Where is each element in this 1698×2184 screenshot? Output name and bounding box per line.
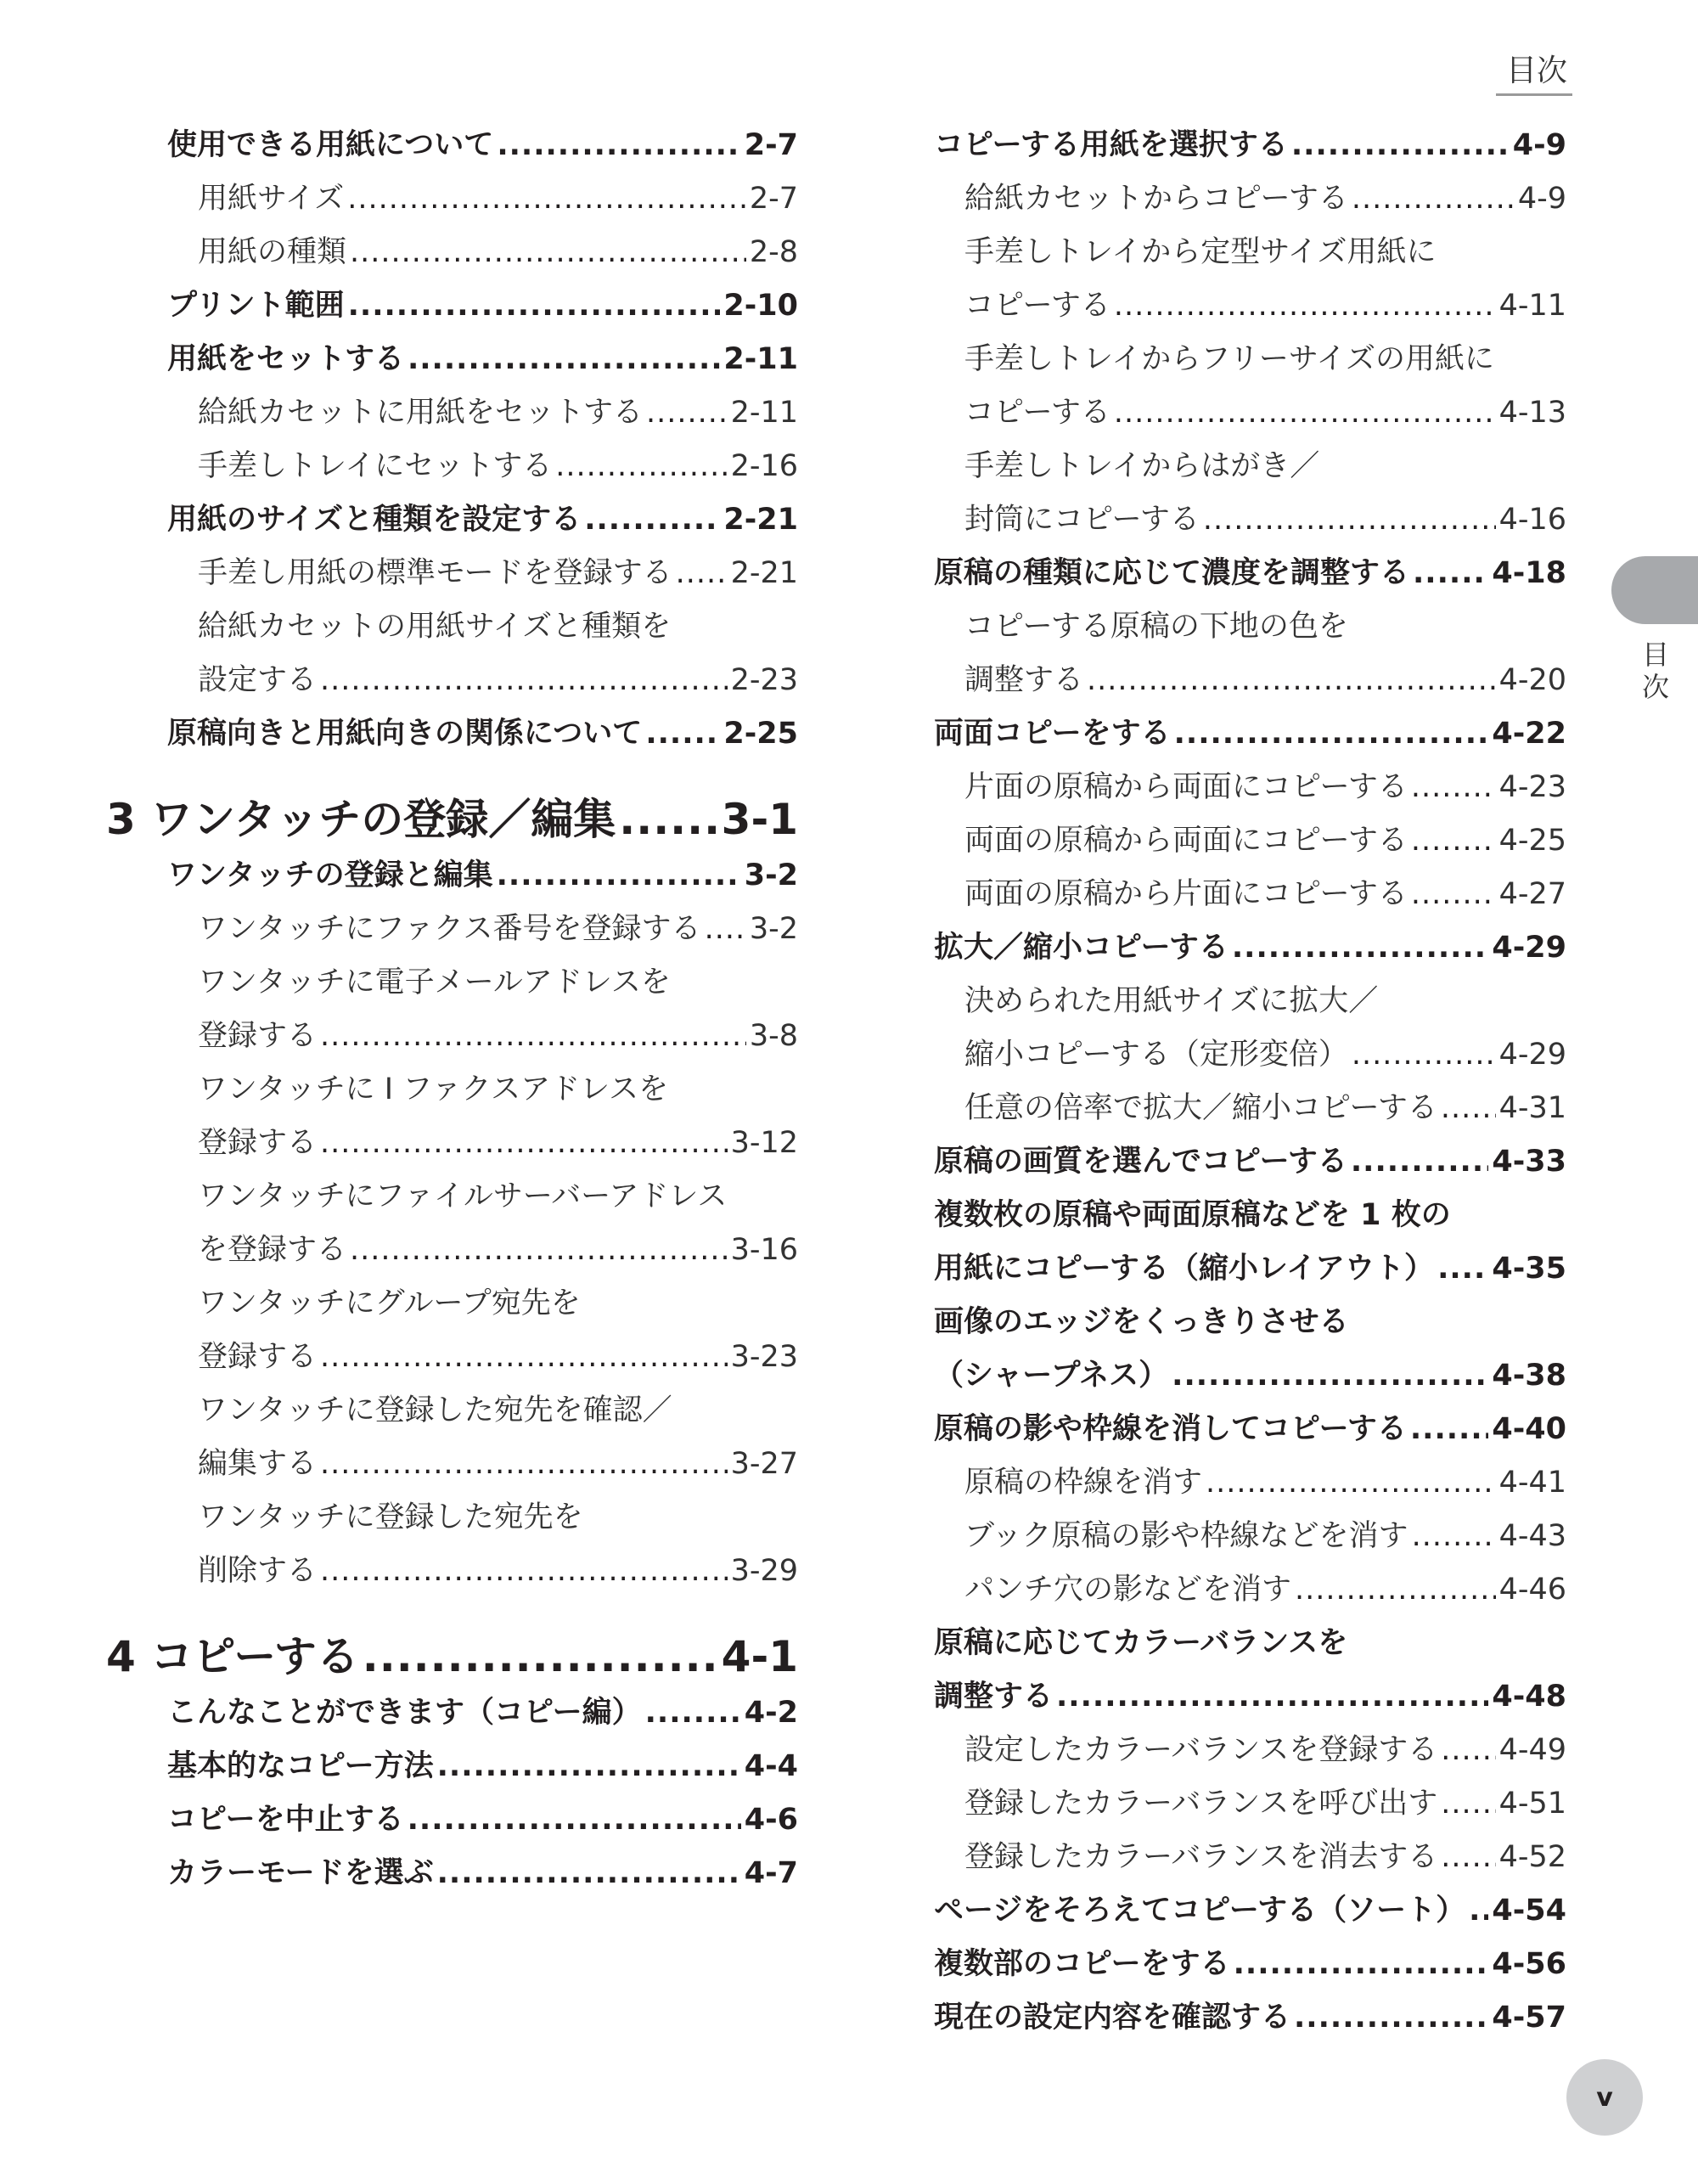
toc-entry[interactable]	[106, 1010, 798, 1063]
toc-leader-dots	[645, 1686, 741, 1740]
toc-entry-title: コピーする	[964, 396, 1110, 430]
toc-entry-title: ページをそろえてコピーする（ソート）	[934, 1894, 1466, 1928]
toc-entry[interactable]	[934, 600, 1566, 654]
toc-entry-title: 決められた用紙サイズに拡大／	[964, 984, 1379, 1018]
toc-leader-dots	[1056, 1670, 1488, 1724]
toc-entry-title: 複数部のコピーをする	[934, 1947, 1230, 1981]
toc-entry-title: ワンタッチにファクス番号を登録する	[198, 912, 701, 946]
toc-entry-page: 4-6	[744, 1803, 798, 1837]
toc-leader-dots	[1411, 761, 1496, 814]
toc-entry-page: 4-25	[1498, 824, 1566, 858]
toc-leader-dots	[1441, 1831, 1495, 1884]
toc-entry-page: 4-20	[1498, 663, 1566, 697]
toc-entry-title: 用紙にコピーする（縮小レイアウト）	[934, 1252, 1435, 1286]
toc-entry[interactable]	[106, 1063, 798, 1117]
toc-entry-page: 4-22	[1492, 717, 1566, 751]
toc-entry[interactable]	[934, 1670, 1566, 1724]
toc-entry-page: 4-9	[1512, 128, 1566, 162]
toc-entry-page: 3-27	[730, 1447, 798, 1481]
toc-leader-dots	[1411, 868, 1496, 921]
toc-entry-title: （シャープネス）	[934, 1359, 1169, 1393]
toc-entry[interactable]	[934, 547, 1566, 600]
toc-entry-title: 原稿の影や枠線を消してコピーする	[934, 1412, 1407, 1446]
header-title: 目次	[1505, 53, 1567, 88]
toc-entry[interactable]	[934, 1510, 1566, 1563]
toc-leader-dots	[1294, 1991, 1488, 2045]
toc-entry[interactable]	[106, 849, 798, 903]
toc-entry-title: 登録したカラーバランスを消去する	[964, 1840, 1438, 1874]
toc-entry-title: 縮小コピーする（定形変倍）	[964, 1038, 1348, 1072]
page-number-badge	[1566, 2059, 1643, 2136]
toc-leader-dots	[1352, 172, 1515, 226]
toc-entry[interactable]	[934, 1296, 1566, 1349]
toc-entry-page: 4-29	[1498, 1038, 1566, 1072]
toc-entry-page: 4-18	[1492, 556, 1566, 590]
toc-entry-title: 両面コピーをする	[934, 717, 1171, 751]
toc-chapter-entry[interactable]	[106, 790, 798, 849]
toc-entry[interactable]	[106, 333, 798, 386]
toc-entry[interactable]	[106, 707, 798, 761]
toc-entry[interactable]	[934, 1831, 1566, 1884]
toc-entry-title: 原稿の種類に応じて濃度を調整する	[934, 556, 1410, 590]
toc-entry-title: 登録する	[198, 1126, 318, 1160]
toc-leader-dots	[320, 1545, 728, 1598]
toc-entry-title: 編集する	[198, 1447, 318, 1481]
toc-entry-page: 3-2	[744, 858, 798, 892]
toc-entry[interactable]	[106, 1117, 798, 1170]
chapter-tab-label	[1639, 639, 1673, 703]
toc-entry-title: 手差しトレイからはがき／	[964, 449, 1320, 483]
toc-leader-dots	[1441, 1082, 1496, 1135]
toc-entry-page: 4-40	[1492, 1412, 1566, 1446]
toc-entry[interactable]	[934, 1403, 1566, 1456]
toc-entry-title: 手差し用紙の標準モードを登録する	[198, 556, 672, 590]
toc-leader-dots	[1410, 1403, 1489, 1456]
toc-entry-page: 3-2	[749, 912, 798, 946]
toc-entry-title: 複数枚の原稿や両面原稿などを 1 枚の	[934, 1198, 1451, 1232]
toc-entry-page: 4-11	[1498, 289, 1566, 323]
toc-entry-title: 手差しトレイから定型サイズ用紙に	[964, 235, 1437, 269]
toc-entry-page: 2-7	[749, 182, 798, 216]
toc-entry-title: を登録する	[198, 1233, 347, 1267]
toc-entry[interactable]	[934, 119, 1566, 172]
toc-entry-page: 4-56	[1492, 1947, 1566, 1981]
toc-entry-title: パンチ穴の影などを消す	[964, 1573, 1292, 1607]
toc-entry-title: 画像のエッジをくっきりさせる	[934, 1305, 1349, 1339]
toc-leader-dots	[584, 493, 720, 547]
toc-entry-page: 4-54	[1492, 1894, 1566, 1928]
toc-entry[interactable]	[934, 333, 1566, 386]
toc-entry[interactable]	[934, 1563, 1566, 1617]
toc-entry-page: 2-16	[730, 449, 798, 483]
toc-entry[interactable]	[934, 1724, 1566, 1777]
toc-entry-page: 4-38	[1492, 1359, 1566, 1393]
toc-leader-dots	[1351, 1135, 1489, 1189]
toc-entry-page: 4-57	[1492, 2001, 1566, 2035]
toc-entry[interactable]	[106, 903, 798, 956]
toc-entry[interactable]	[934, 1617, 1566, 1670]
toc-entry[interactable]	[106, 1224, 798, 1277]
toc-entry[interactable]	[934, 1135, 1566, 1189]
toc-entry-title: 両面の原稿から両面にコピーする	[964, 824, 1408, 858]
toc-entry-page: 4-48	[1492, 1680, 1566, 1714]
toc-entry[interactable]	[934, 493, 1566, 547]
toc-entry-title: 基本的なコピー方法	[167, 1749, 434, 1783]
toc-leader-dots	[347, 172, 746, 226]
toc-entry[interactable]	[106, 493, 798, 547]
toc-entry-title: 用紙の種類	[198, 235, 347, 269]
toc-entry-title: ワンタッチの登録と編集	[167, 858, 493, 892]
toc-entry-title: 封筒にコピーする	[964, 503, 1200, 537]
toc-entry-title: 調整する	[934, 1680, 1054, 1714]
toc-entry-page: 4-16	[1498, 503, 1566, 537]
toc-leader-dots	[320, 1438, 728, 1491]
toc-entry[interactable]	[934, 1777, 1566, 1831]
toc-leader-dots	[363, 1627, 718, 1686]
toc-entry-title: 登録する	[198, 1019, 318, 1053]
toc-entry-title: 設定する	[198, 663, 318, 697]
toc-entry-title: コピーを中止する	[167, 1803, 404, 1837]
toc-chapter-entry[interactable]	[106, 1627, 798, 1686]
toc-entry-title: 登録する	[198, 1340, 318, 1374]
toc-entry[interactable]	[934, 226, 1566, 279]
toc-entry-title: ワンタッチにファイルサーバーアドレス	[198, 1179, 728, 1213]
toc-entry[interactable]	[934, 761, 1566, 814]
toc-leader-dots	[1203, 493, 1496, 547]
toc-leader-dots	[437, 1740, 741, 1793]
toc-leader-dots	[646, 386, 728, 440]
toc-entry-page: 2-10	[723, 289, 798, 323]
toc-entry[interactable]	[934, 654, 1566, 707]
toc-entry[interactable]	[934, 707, 1566, 761]
toc-entry-page: 2-11	[730, 396, 798, 430]
toc-entry-title: コピーする	[964, 289, 1110, 323]
toc-entry-title: 任意の倍率で拡大／縮小コピーする	[964, 1091, 1437, 1125]
toc-entry-page: 2-21	[730, 556, 798, 590]
toc-entry-title: 給紙カセットの用紙サイズと種類を	[198, 610, 672, 644]
toc-entry-page: 2-25	[723, 717, 798, 751]
toc-entry[interactable]	[934, 975, 1566, 1028]
toc-leader-dots	[1437, 1242, 1488, 1296]
tab-label-char: 目	[1641, 639, 1669, 671]
toc-entry-page: 3-12	[730, 1126, 798, 1160]
toc-entry[interactable]	[106, 172, 798, 226]
toc-entry-page: 3-8	[749, 1019, 798, 1053]
toc-leader-dots	[1469, 1884, 1488, 1938]
toc-leader-dots	[1441, 1724, 1495, 1777]
toc-leader-dots	[350, 1224, 728, 1277]
page-number: v	[1596, 2082, 1613, 2113]
toc-leader-dots	[1441, 1777, 1495, 1831]
toc-entry-title: コピーする原稿の下地の色を	[964, 610, 1348, 644]
toc-entry-page: 4-2	[744, 1696, 798, 1730]
toc-entry[interactable]	[106, 1740, 798, 1793]
toc-entry-page: 4-9	[1517, 182, 1566, 216]
toc-entry-page: 4-1	[721, 1632, 798, 1681]
toc-entry-page: 4-49	[1498, 1733, 1566, 1767]
toc-entry-title: 原稿の枠線を消す	[964, 1466, 1203, 1500]
toc-leader-dots	[555, 440, 727, 493]
toc-leader-dots	[1413, 547, 1488, 600]
toc-entry[interactable]	[934, 1991, 1566, 2045]
toc-leader-dots	[350, 226, 746, 279]
toc-leader-dots	[408, 333, 720, 386]
toc-leader-dots	[1206, 1456, 1496, 1510]
toc-entry-page: 4-43	[1498, 1519, 1566, 1553]
toc-entry-page: 3-1	[721, 795, 798, 844]
toc-leader-dots	[1295, 1563, 1496, 1617]
toc-leader-dots	[320, 654, 728, 707]
toc-leader-dots	[1352, 1028, 1496, 1082]
toc-entry[interactable]	[106, 1438, 798, 1491]
toc-entry[interactable]	[106, 1491, 798, 1545]
toc-entry-title: 3 ワンタッチの登録／編集	[106, 795, 616, 844]
toc-entry-title: 設定したカラーバランスを登録する	[964, 1733, 1438, 1767]
toc-leader-dots	[1172, 1349, 1488, 1403]
toc-entry-title: ワンタッチに電子メールアドレスを	[198, 965, 671, 999]
toc-entry-title: 用紙のサイズと種類を設定する	[167, 503, 582, 537]
toc-left-column	[106, 119, 798, 1900]
toc-entry[interactable]	[934, 1938, 1566, 1991]
toc-leader-dots	[437, 1847, 741, 1900]
toc-entry-title: カラーモードを選ぶ	[167, 1856, 434, 1890]
toc-entry-page: 4-23	[1498, 770, 1566, 804]
toc-leader-dots	[1087, 654, 1496, 707]
toc-entry-title: 調整する	[964, 663, 1084, 697]
toc-entry-title: こんなことができます（コピー編）	[167, 1696, 642, 1730]
toc-leader-dots	[1291, 119, 1510, 172]
toc-entry[interactable]	[934, 1456, 1566, 1510]
toc-entry[interactable]	[934, 814, 1566, 868]
header-rule	[1496, 93, 1572, 96]
toc-entry-page: 2-7	[744, 128, 798, 162]
toc-leader-dots	[348, 279, 721, 333]
toc-entry[interactable]	[106, 1170, 798, 1224]
toc-leader-dots	[408, 1793, 741, 1847]
toc-entry[interactable]	[106, 1384, 798, 1438]
toc-entry-title: ワンタッチに登録した宛先を	[198, 1500, 583, 1534]
toc-entry-title: 原稿に応じてカラーバランスを	[934, 1626, 1348, 1660]
toc-leader-dots	[320, 1117, 728, 1170]
toc-entry-title: 給紙カセットに用紙をセットする	[198, 396, 643, 430]
toc-entry-title: 片面の原稿から両面にコピーする	[964, 770, 1408, 804]
toc-entry[interactable]	[934, 279, 1566, 333]
toc-entry-title: 手差しトレイからフリーサイズの用紙に	[964, 342, 1495, 376]
toc-entry-page: 3-29	[730, 1554, 798, 1588]
toc-entry-page: 4-52	[1498, 1840, 1566, 1874]
toc-entry-title: 登録したカラーバランスを呼び出す	[964, 1787, 1438, 1821]
toc-entry-title: ワンタッチにグループ宛先を	[198, 1286, 581, 1320]
toc-entry-title: 用紙サイズ	[198, 182, 345, 216]
toc-entry[interactable]	[106, 1277, 798, 1331]
toc-entry[interactable]	[106, 386, 798, 440]
toc-entry-title: プリント範囲	[167, 289, 345, 323]
toc-entry-page: 4-13	[1498, 396, 1566, 430]
toc-entry-page: 4-27	[1498, 877, 1566, 911]
chapter-tab[interactable]	[1611, 556, 1698, 624]
toc-entry-title: 両面の原稿から片面にコピーする	[964, 877, 1408, 911]
toc-leader-dots	[619, 790, 717, 849]
toc-entry[interactable]	[106, 547, 798, 600]
toc-entry[interactable]	[106, 956, 798, 1010]
toc-entry-page: 2-23	[730, 663, 798, 697]
toc-entry-page: 4-29	[1492, 931, 1566, 965]
toc-entry[interactable]	[934, 1082, 1566, 1135]
toc-entry-page: 2-11	[723, 342, 798, 376]
toc-entry[interactable]	[106, 1793, 798, 1847]
toc-entry-title: 現在の設定内容を確認する	[934, 2001, 1291, 2035]
toc-entry-title: 原稿の画質を選んでコピーする	[934, 1145, 1347, 1179]
toc-entry-title: 原稿向きと用紙向きの関係について	[167, 717, 643, 751]
toc-entry-page: 4-31	[1498, 1091, 1566, 1125]
toc-entry[interactable]	[106, 1331, 798, 1384]
toc-entry-page: 2-21	[723, 503, 798, 537]
toc-entry-page: 4-35	[1492, 1252, 1566, 1286]
toc-entry-page: 3-16	[730, 1233, 798, 1267]
toc-entry[interactable]	[934, 386, 1566, 440]
toc-entry[interactable]	[106, 440, 798, 493]
toc-entry-title: コピーする用紙を選択する	[934, 128, 1288, 162]
toc-entry[interactable]	[106, 654, 798, 707]
toc-entry-page: 4-41	[1498, 1466, 1566, 1500]
toc-entry-title: 拡大／縮小コピーする	[934, 931, 1229, 965]
toc-leader-dots	[497, 119, 740, 172]
toc-entry-page: 4-46	[1498, 1573, 1566, 1607]
toc-leader-dots	[1411, 814, 1496, 868]
toc-leader-dots	[1232, 921, 1489, 975]
toc-entry[interactable]	[934, 868, 1566, 921]
toc-leader-dots	[320, 1010, 746, 1063]
toc-entry-page: 3-23	[730, 1340, 798, 1374]
toc-entry[interactable]	[106, 1686, 798, 1740]
toc-entry-title: 給紙カセットからコピーする	[964, 182, 1348, 216]
toc-leader-dots	[320, 1331, 728, 1384]
toc-leader-dots	[1174, 707, 1489, 761]
tab-label-char: 次	[1641, 671, 1669, 703]
toc-entry-title: 使用できる用紙について	[167, 128, 494, 162]
toc-entry-title: 手差しトレイにセットする	[198, 449, 553, 483]
toc-entry-title: ワンタッチに登録した宛先を確認／	[198, 1393, 672, 1427]
toc-entry[interactable]	[934, 1189, 1566, 1242]
toc-entry[interactable]	[106, 119, 798, 172]
toc-entry-title: ワンタッチに I ファクスアドレスを	[198, 1072, 669, 1106]
toc-leader-dots	[1234, 1938, 1489, 1991]
toc-entry[interactable]	[934, 1028, 1566, 1082]
toc-entry[interactable]	[934, 1884, 1566, 1938]
toc-leader-dots	[705, 903, 746, 956]
toc-entry-title: 用紙をセットする	[167, 342, 404, 376]
toc-entry[interactable]	[106, 600, 798, 654]
toc-entry-page: 4-51	[1498, 1787, 1566, 1821]
toc-entry-page: 4-4	[744, 1749, 798, 1783]
toc-leader-dots	[1114, 279, 1496, 333]
toc-entry-page: 2-8	[749, 235, 798, 269]
toc-leader-dots	[1412, 1510, 1496, 1563]
toc-entry[interactable]	[106, 226, 798, 279]
toc-leader-dots	[497, 849, 741, 903]
toc-entry-page: 4-7	[744, 1856, 798, 1890]
toc-leader-dots	[645, 707, 720, 761]
toc-entry[interactable]	[106, 279, 798, 333]
toc-entry[interactable]	[934, 921, 1566, 975]
toc-entry-title: ブック原稿の影や枠線などを消す	[964, 1519, 1408, 1553]
toc-entry[interactable]	[106, 1545, 798, 1598]
toc-entry-title: 削除する	[198, 1554, 318, 1588]
toc-entry[interactable]	[934, 1349, 1566, 1403]
toc-entry[interactable]	[934, 440, 1566, 493]
toc-entry[interactable]	[934, 172, 1566, 226]
toc-entry-page: 4-33	[1492, 1145, 1566, 1179]
toc-entry-title: 4 コピーする	[106, 1632, 359, 1681]
toc-leader-dots	[676, 547, 728, 600]
toc-entry[interactable]	[934, 1242, 1566, 1296]
toc-leader-dots	[1114, 386, 1496, 440]
toc-right-column	[934, 119, 1566, 2045]
toc-entry[interactable]	[106, 1847, 798, 1900]
